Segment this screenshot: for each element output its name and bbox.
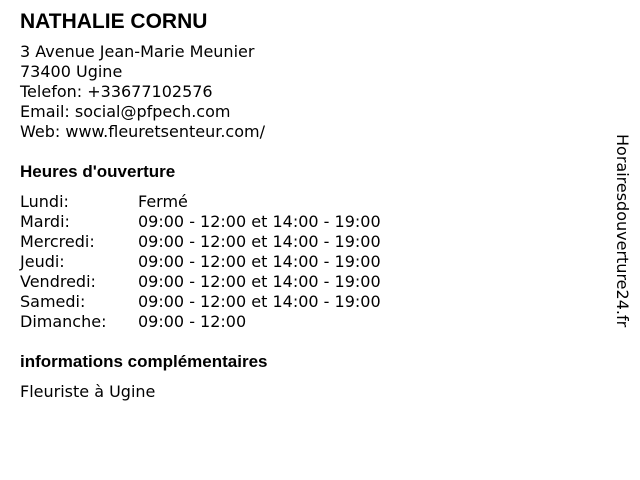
address-street: 3 Avenue Jean-Marie Meunier (20, 42, 255, 61)
hours-table (20, 192, 600, 332)
hours-row-saturday (20, 292, 600, 312)
day-label: Lundi: (20, 192, 69, 211)
info-heading: informations complémentaires (20, 352, 268, 371)
phone-number[interactable]: Telefon: +33677102576 (20, 82, 213, 101)
time-value: 09:00 - 12:00 et 14:00 - 19:00 (138, 232, 381, 251)
info-text: Fleuriste à Ugine (20, 382, 156, 401)
address-city: 73400 Ugine (20, 62, 123, 81)
time-value: 09:00 - 12:00 et 14:00 - 19:00 (138, 272, 381, 291)
time-value: Fermé (138, 192, 188, 211)
day-label: Mardi: (20, 212, 70, 231)
website-link[interactable]: Web: www.fleuretsenteur.com/ (20, 122, 265, 141)
contact-block (20, 42, 600, 142)
day-label: Mercredi: (20, 232, 95, 251)
day-label: Samedi: (20, 292, 86, 311)
hours-row-wednesday (20, 232, 600, 252)
time-value: 09:00 - 12:00 et 14:00 - 19:00 (138, 252, 381, 271)
hours-heading: Heures d'ouverture (20, 162, 176, 181)
hours-row-friday (20, 272, 600, 292)
email-address[interactable]: Email: social@pfpech.com (20, 102, 231, 121)
business-card (20, 10, 600, 402)
hours-row-tuesday (20, 212, 600, 232)
time-value: 09:00 - 12:00 et 14:00 - 19:00 (138, 292, 381, 311)
day-label: Vendredi: (20, 272, 96, 291)
hours-row-sunday (20, 312, 600, 332)
hours-row-thursday (20, 252, 600, 272)
time-value: 09:00 - 12:00 (138, 312, 247, 331)
brand-watermark: Horairesdouverture24.fr (613, 134, 632, 328)
hours-row-monday (20, 192, 600, 212)
day-label: Dimanche: (20, 312, 107, 331)
time-value: 09:00 - 12:00 et 14:00 - 19:00 (138, 212, 381, 231)
day-label: Jeudi: (20, 252, 65, 271)
business-name: NATHALIE CORNU (20, 10, 208, 33)
